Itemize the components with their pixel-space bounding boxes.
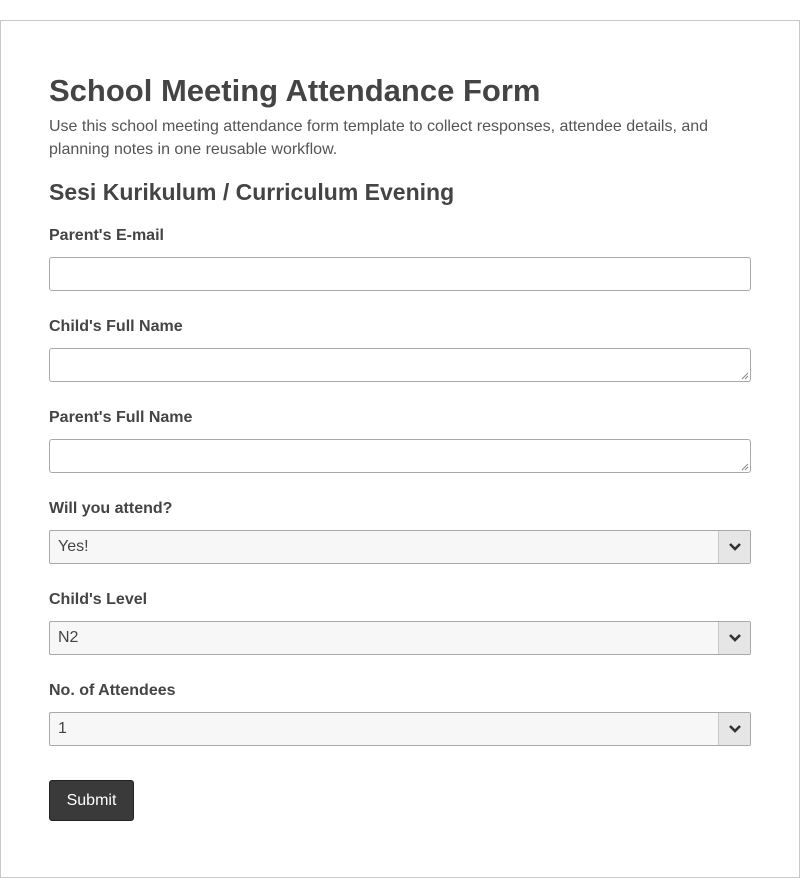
resize-handle-icon[interactable] bbox=[741, 463, 749, 471]
submit-button[interactable]: Submit bbox=[49, 780, 134, 821]
form-description: Use this school meeting attendance form template to collect responses, attendee details, and planning notes in one reusable workflow. bbox=[49, 118, 709, 158]
attendees-select[interactable] bbox=[49, 712, 751, 746]
attendees-label: No. of Attendees bbox=[49, 682, 176, 699]
child-name-textarea[interactable] bbox=[49, 348, 751, 382]
form-title: School Meeting Attendance Form bbox=[49, 73, 541, 108]
parent-email-label: Parent's E-mail bbox=[49, 227, 164, 244]
chevron-down-icon[interactable] bbox=[718, 622, 750, 654]
parent-name-textarea[interactable] bbox=[49, 439, 751, 473]
parent-name-label: Parent's Full Name bbox=[49, 409, 193, 426]
attend-label: Will you attend? bbox=[49, 500, 173, 517]
child-level-label: Child's Level bbox=[49, 591, 148, 608]
chevron-down-icon[interactable] bbox=[718, 531, 750, 563]
parent-email-input[interactable] bbox=[49, 257, 751, 291]
form-container bbox=[0, 20, 800, 878]
attendees-selected-value: 1 bbox=[58, 720, 67, 737]
attend-select[interactable] bbox=[49, 530, 751, 564]
section-title: Sesi Kurikulum / Curriculum Evening bbox=[49, 179, 455, 205]
chevron-down-icon[interactable] bbox=[718, 713, 750, 745]
child-name-label: Child's Full Name bbox=[49, 318, 183, 335]
child-level-selected-value: N2 bbox=[58, 629, 79, 646]
child-level-select[interactable] bbox=[49, 621, 751, 655]
resize-handle-icon[interactable] bbox=[741, 372, 749, 380]
attend-selected-value: Yes! bbox=[58, 538, 89, 555]
